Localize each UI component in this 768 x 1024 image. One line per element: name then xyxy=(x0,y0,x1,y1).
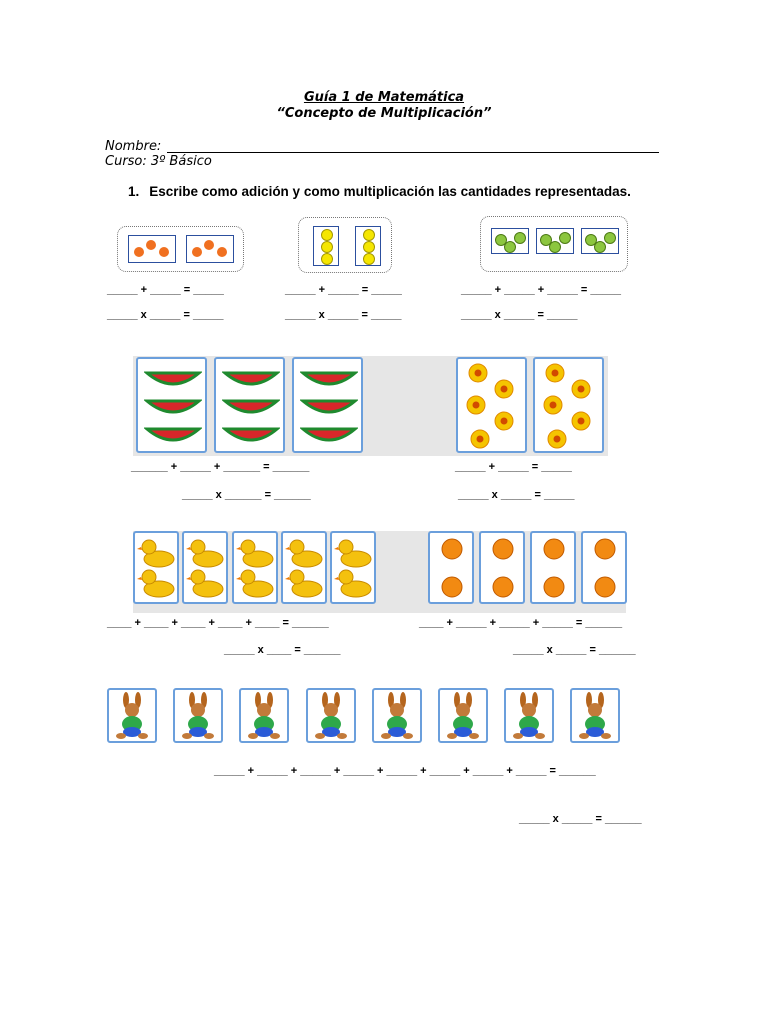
rabbit-card xyxy=(570,688,620,743)
yellow-dot-icon xyxy=(363,241,375,253)
rabbit-card xyxy=(372,688,422,743)
duck-card xyxy=(281,531,327,604)
orange-dot-icon xyxy=(192,247,202,257)
instruction xyxy=(128,184,631,199)
group-green-dots xyxy=(480,216,628,272)
group-orange-dots xyxy=(117,226,244,272)
duck-icon xyxy=(186,537,226,601)
flower-icon xyxy=(535,359,602,451)
yellow-dot-icon xyxy=(321,241,333,253)
orange-card xyxy=(479,531,525,604)
equation-multiplication[interactable]: _____ x ______ = ______ xyxy=(182,489,311,501)
equation-addition[interactable]: _____ + _____ = _____ xyxy=(107,284,224,296)
rabbit-icon xyxy=(575,692,615,740)
rabbit-card xyxy=(239,688,289,743)
duck-icon xyxy=(285,537,325,601)
duck-card xyxy=(232,531,278,604)
green-dot-icon xyxy=(549,241,561,253)
green-dot-icon xyxy=(504,241,516,253)
watermelon-card xyxy=(136,357,207,453)
duck-icon xyxy=(334,537,374,601)
watermelon-icon xyxy=(222,367,280,449)
equation-multiplication[interactable]: _____ x _____ = _____ xyxy=(461,309,578,321)
yellow-dot-card xyxy=(313,226,339,266)
green-dot-icon xyxy=(559,232,571,244)
rabbit-card xyxy=(306,688,356,743)
page-title: Guía 1 de Matemática xyxy=(303,90,465,105)
green-dot-icon xyxy=(514,232,526,244)
orange-dot-icon xyxy=(134,247,144,257)
rabbit-icon xyxy=(112,692,152,740)
orange-dot-icon xyxy=(159,247,169,257)
orange-icon xyxy=(485,537,521,601)
equation-addition[interactable]: ____ + ____ + ____ + ____ + ____ = ______ xyxy=(107,617,329,629)
equation-addition[interactable]: _____ + _____ = _____ xyxy=(455,461,572,473)
orange-dot-card xyxy=(128,235,176,263)
page-subtitle: “Concepto de Multiplicación” xyxy=(276,106,492,121)
curso-label: Curso: 3º Básico xyxy=(105,154,212,169)
orange-card xyxy=(428,531,474,604)
duck-card xyxy=(330,531,376,604)
instruction-number: 1. xyxy=(128,184,140,199)
equation-addition[interactable]: ____ + _____ + _____ + _____ = ______ xyxy=(419,617,623,629)
green-dot-card xyxy=(536,228,574,254)
yellow-dot-card xyxy=(355,226,381,266)
rabbit-card xyxy=(504,688,554,743)
orange-icon xyxy=(536,537,572,601)
equation-multiplication[interactable]: _____ x _____ = _____ xyxy=(285,309,402,321)
duck-icon xyxy=(236,537,276,601)
rabbit-icon xyxy=(443,692,483,740)
flower-card xyxy=(456,357,527,453)
watermelon-icon xyxy=(300,367,358,449)
orange-icon xyxy=(587,537,623,601)
green-dot-icon xyxy=(594,241,606,253)
orange-dot-icon xyxy=(146,240,156,250)
rabbit-card xyxy=(107,688,157,743)
orange-icon xyxy=(434,537,470,601)
yellow-dot-icon xyxy=(363,253,375,265)
rabbit-icon xyxy=(377,692,417,740)
orange-card xyxy=(530,531,576,604)
equation-multiplication[interactable]: _____ x _____ = _____ xyxy=(458,489,575,501)
equation-multiplication[interactable]: _____ x ____ = ______ xyxy=(224,644,341,656)
orange-dot-icon xyxy=(217,247,227,257)
green-dot-card xyxy=(491,228,529,254)
yellow-dot-icon xyxy=(321,229,333,241)
equation-multiplication[interactable]: _____ x _____ = ______ xyxy=(519,813,642,825)
yellow-dot-icon xyxy=(363,229,375,241)
instruction-text: Escribe como adición y como multiplicación las cantidades representadas. xyxy=(149,184,631,199)
rabbit-icon xyxy=(178,692,218,740)
yellow-dot-icon xyxy=(321,253,333,265)
watermelon-card xyxy=(214,357,285,453)
rabbit-card xyxy=(173,688,223,743)
duck-card xyxy=(182,531,228,604)
equation-addition[interactable]: _____ + _____ + _____ = _____ xyxy=(461,284,621,296)
orange-card xyxy=(581,531,627,604)
rabbit-icon xyxy=(509,692,549,740)
equation-addition[interactable]: ______ + _____ + ______ = ______ xyxy=(131,461,310,473)
green-dot-card xyxy=(581,228,619,254)
equation-multiplication[interactable]: _____ x _____ = ______ xyxy=(513,644,636,656)
duck-card xyxy=(133,531,179,604)
orange-dot-icon xyxy=(204,240,214,250)
nombre-line[interactable] xyxy=(167,152,659,153)
watermelon-icon xyxy=(144,367,202,449)
flower-icon xyxy=(458,359,525,451)
rabbit-card xyxy=(438,688,488,743)
group-yellow-dots xyxy=(298,217,392,273)
watermelon-card xyxy=(292,357,363,453)
equation-multiplication[interactable]: _____ x _____ = _____ xyxy=(107,309,224,321)
rabbit-icon xyxy=(244,692,284,740)
nombre-label: Nombre: xyxy=(105,139,162,154)
orange-dot-card xyxy=(186,235,234,263)
duck-icon xyxy=(137,537,177,601)
green-dot-icon xyxy=(604,232,616,244)
rabbit-icon xyxy=(311,692,351,740)
equation-addition[interactable]: _____ + _____ = _____ xyxy=(285,284,402,296)
equation-addition[interactable]: _____ + _____ + _____ + _____ + _____ + _____ + _____ + _____ = ______ xyxy=(214,765,596,777)
flower-card xyxy=(533,357,604,453)
